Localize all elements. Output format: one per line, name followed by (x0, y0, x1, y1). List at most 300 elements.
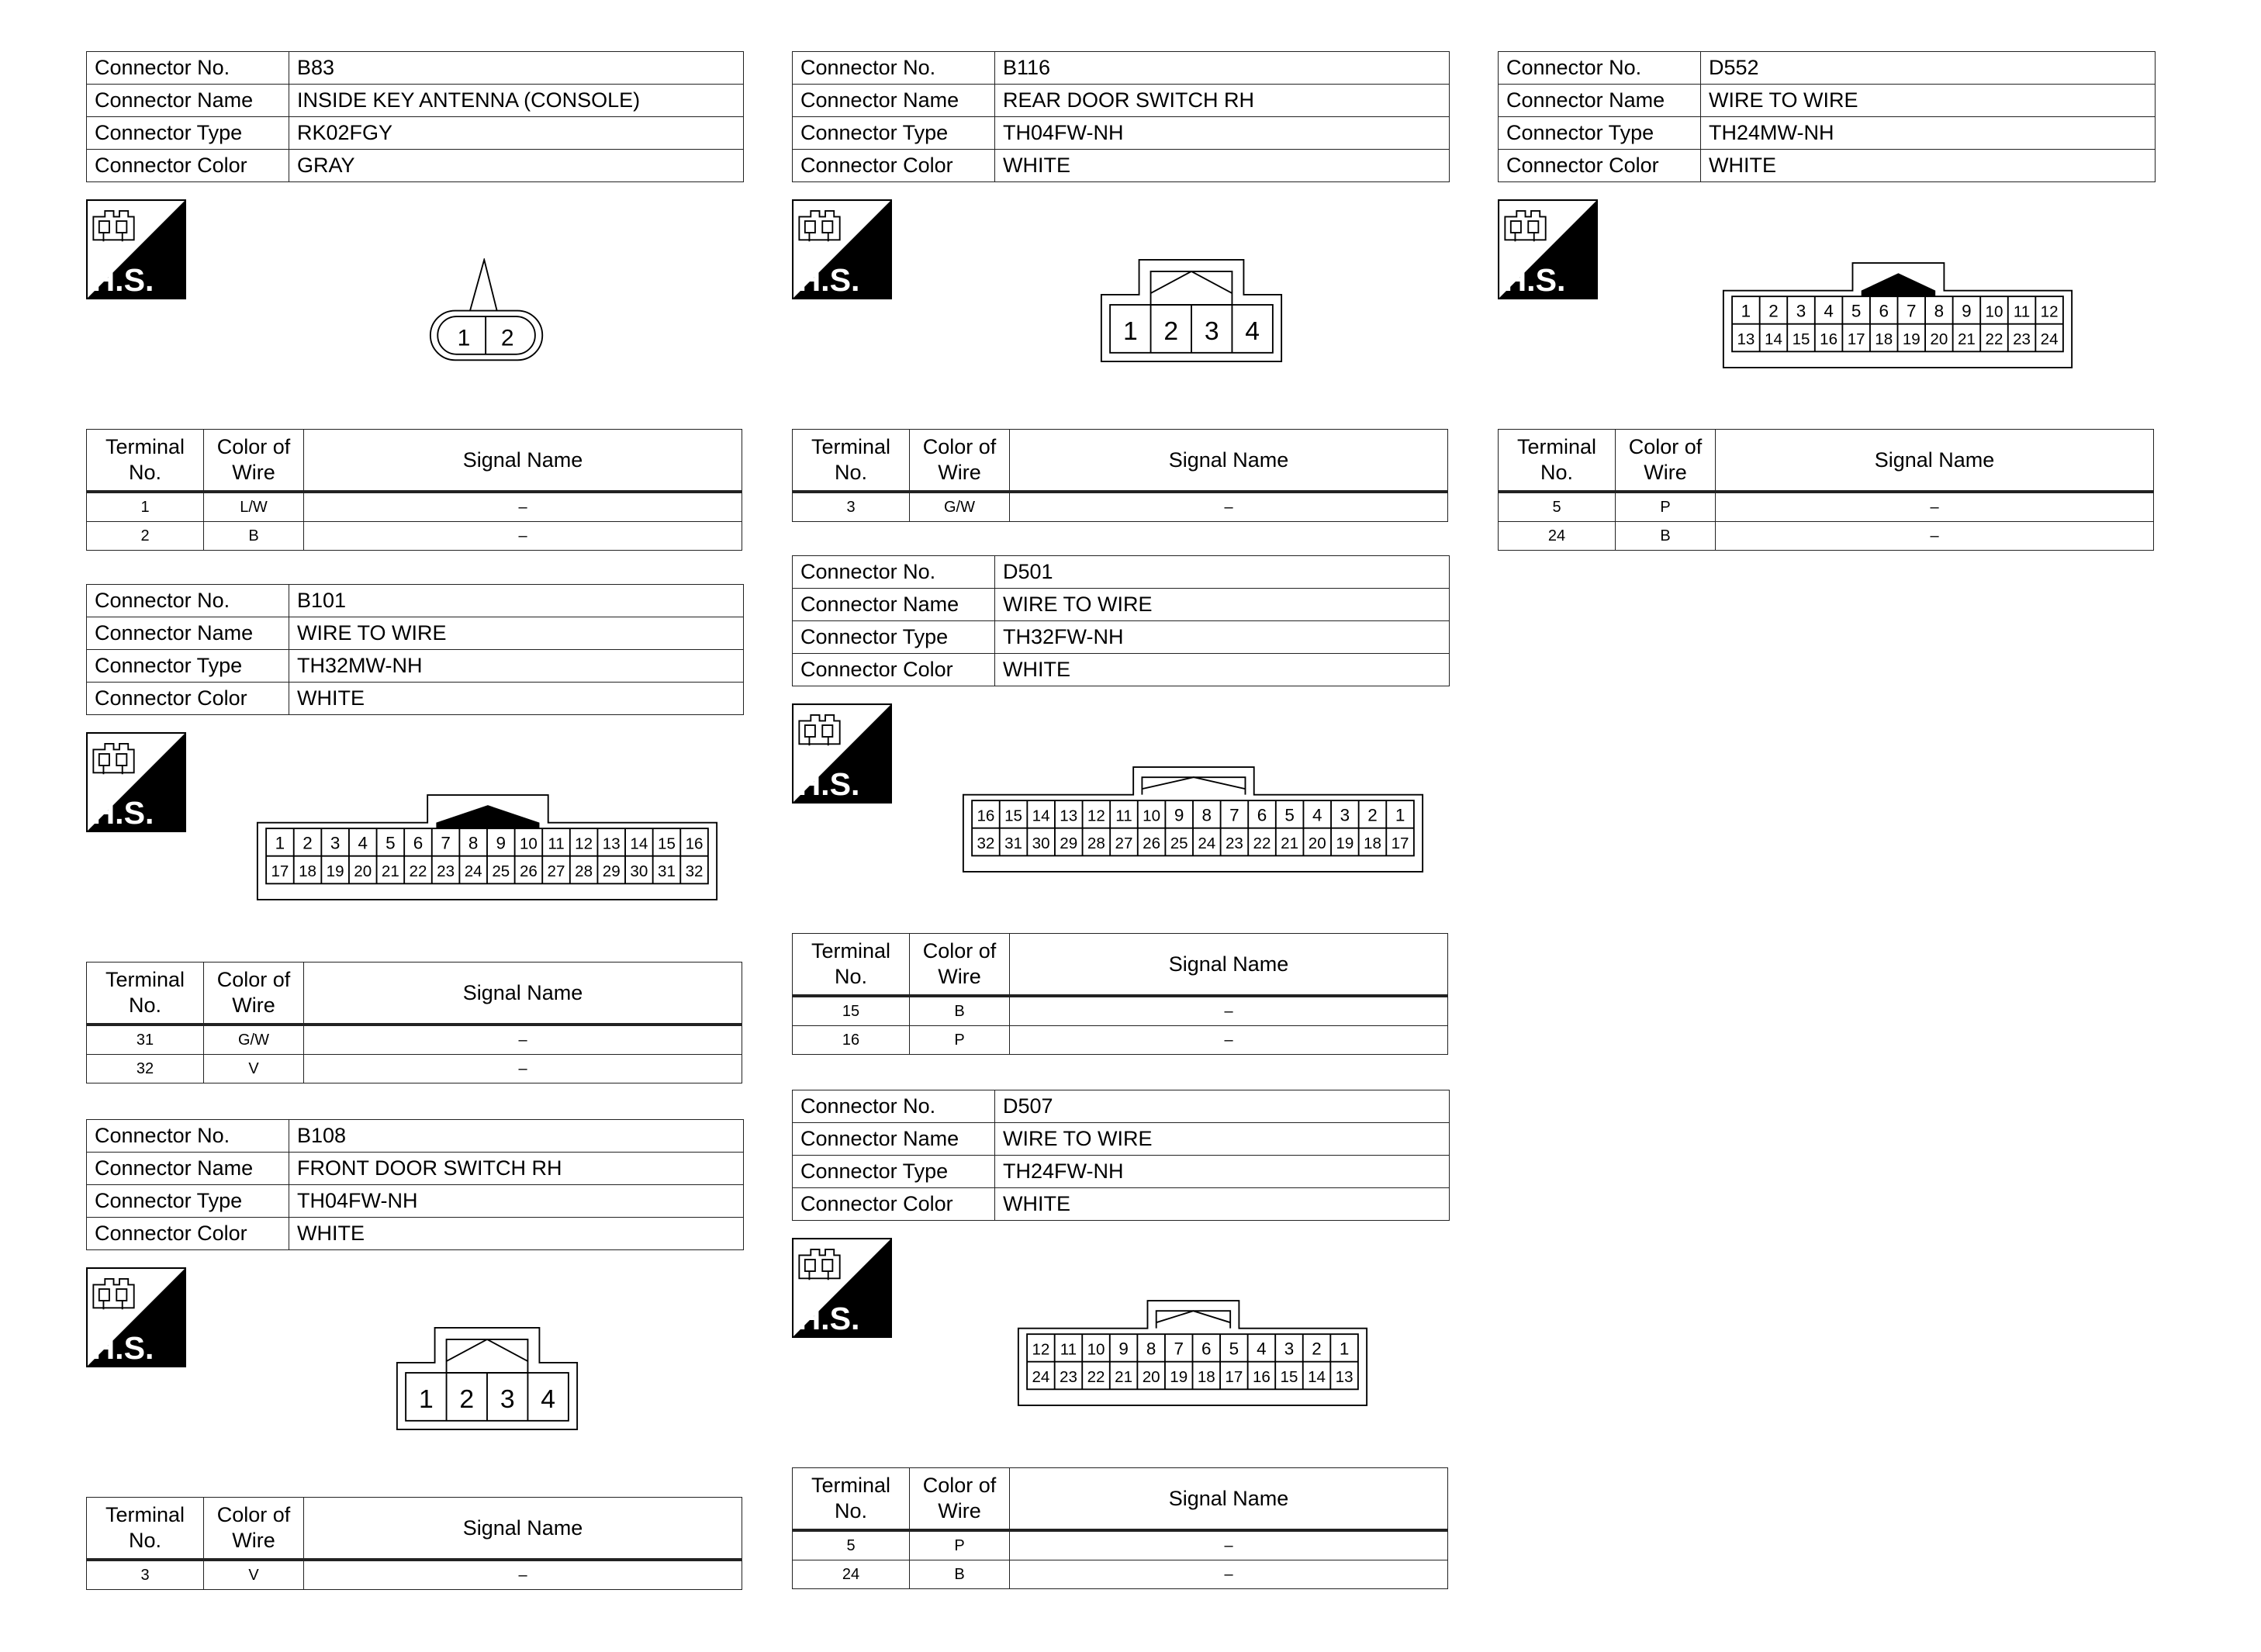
wire-color-cell: V (204, 1055, 304, 1083)
harness-side-icon (792, 1238, 892, 1338)
wire-color-header-line1: Color of (216, 968, 291, 991)
pin-number: 1 (418, 1384, 434, 1414)
pin-number: 2 (1312, 1339, 1322, 1359)
pin-number: 4 (541, 1384, 556, 1414)
wire-color-header-line2: Wire (938, 965, 981, 988)
harness-side-label: H.S. (92, 261, 154, 298)
terminal-no-cell: 32 (87, 1055, 204, 1083)
connector-color-row (793, 654, 1450, 686)
connector-type-row (87, 117, 744, 150)
pin-number: 1 (275, 833, 285, 853)
pin-number: 11 (548, 835, 565, 853)
pin-number: 5 (1851, 301, 1862, 321)
pin-number: 24 (1198, 834, 1216, 852)
signal-name-cell: – (304, 1560, 742, 1590)
connector-type-value: TH24MW-NH (1701, 117, 2156, 150)
terminal-row (793, 1026, 1448, 1055)
connector-type-value: TH04FW-NH (995, 117, 1450, 150)
pin-number: 8 (468, 833, 479, 853)
terminal-table (1498, 429, 2154, 551)
connector-info-table (86, 584, 744, 715)
pin-number: 16 (685, 835, 704, 853)
connector-name-value: WIRE TO WIRE (1701, 85, 2156, 117)
connector-type-label: Connector Type (87, 117, 289, 150)
wire-color-header-line2: Wire (938, 461, 981, 484)
terminal-header-row (1499, 430, 2154, 492)
connector-no-label: Connector No. (793, 1090, 995, 1123)
connector-color-label: Connector Color (87, 683, 289, 715)
wire-color-cell: B (910, 1560, 1010, 1589)
terminal-no-header-line2: No. (1540, 461, 1574, 484)
terminal-no-cell: 3 (793, 492, 910, 522)
terminal-no-header (87, 430, 204, 492)
connector-face-4pin (396, 1326, 579, 1431)
terminal-no-header-line1: Terminal (1516, 435, 1597, 458)
connector-name-value: INSIDE KEY ANTENNA (CONSOLE) (289, 85, 744, 117)
connector-type-row (87, 650, 744, 683)
harness-side-label: H.S. (92, 794, 154, 831)
connector-type-label: Connector Type (1499, 117, 1701, 150)
pin-number: 23 (2013, 330, 2031, 348)
connector-no-row (793, 556, 1450, 589)
terminal-no-cell: 15 (793, 996, 910, 1026)
harness-side-icon (792, 703, 892, 804)
terminal-no-header-line2: No. (834, 461, 868, 484)
pin-number: 25 (492, 862, 510, 880)
pin-number: 23 (437, 862, 455, 880)
wire-color-header (204, 963, 304, 1025)
connector-color-value: WHITE (995, 654, 1450, 686)
terminal-header-row (87, 430, 742, 492)
pin-number: 19 (1336, 834, 1354, 852)
connector-info-table (792, 555, 1450, 686)
wire-color-cell: B (910, 996, 1010, 1026)
wire-color-header-line2: Wire (232, 994, 275, 1017)
connector-color-value: GRAY (289, 150, 744, 182)
terminal-no-header (87, 963, 204, 1025)
pin-number: 4 (358, 833, 368, 853)
pin-number: 6 (1257, 805, 1267, 825)
terminal-table (86, 429, 742, 551)
terminal-no-cell: 31 (87, 1025, 204, 1055)
terminal-no-header-line1: Terminal (105, 968, 185, 991)
pin-number: 3 (1796, 301, 1806, 321)
pin-number: 6 (1879, 301, 1889, 321)
pin-number: 28 (1087, 834, 1105, 852)
wire-color-header-line1: Color of (216, 435, 291, 458)
connector-no-row (87, 585, 744, 617)
pin-number: 24 (464, 862, 482, 880)
harness-side-icon (86, 199, 186, 299)
harness-side-label: H.S. (92, 1329, 154, 1366)
connector-name-row (793, 85, 1450, 117)
pin-number: 20 (1930, 330, 1948, 348)
wire-color-cell: P (1616, 492, 1716, 522)
pin-number: 17 (1391, 834, 1409, 852)
connector-name-value: WIRE TO WIRE (995, 589, 1450, 621)
connector-type-label: Connector Type (87, 650, 289, 683)
connector-name-value: WIRE TO WIRE (289, 617, 744, 650)
wire-color-cell: L/W (204, 492, 304, 522)
connector-no-value: B101 (289, 585, 744, 617)
pin-number: 7 (1907, 301, 1917, 321)
signal-name-cell: – (1010, 996, 1448, 1026)
pin-number: 17 (1847, 330, 1865, 348)
pin-number: 1 (1395, 805, 1405, 825)
pin-number: 13 (1335, 1367, 1353, 1386)
pin-number: 21 (1957, 330, 1976, 348)
pin-number: 23 (1225, 834, 1243, 852)
pin-number: 4 (1257, 1339, 1267, 1359)
pin-number: 1 (1122, 316, 1138, 346)
wire-color-header-line2: Wire (232, 461, 275, 484)
connector-no-label: Connector No. (87, 1120, 289, 1153)
wire-color-cell: P (910, 1530, 1010, 1560)
pin-number: 19 (326, 862, 344, 880)
pin-number: 14 (1765, 330, 1782, 348)
terminal-header-row (793, 934, 1448, 997)
terminal-no-header-line2: No. (128, 1529, 162, 1552)
wire-color-cell: G/W (204, 1025, 304, 1055)
pin-number: 8 (1146, 1339, 1156, 1359)
harness-side-label: H.S. (797, 1300, 860, 1336)
pin-number: 24 (1032, 1367, 1050, 1386)
connector-name-label: Connector Name (87, 85, 289, 117)
harness-side-label: H.S. (797, 261, 860, 298)
connector-face-24pin (1722, 261, 2073, 369)
connector-info-table (792, 1090, 1450, 1221)
pin-number: 14 (1032, 807, 1050, 825)
pin-number: 10 (1985, 302, 2003, 321)
connector-color-row (793, 1188, 1450, 1221)
connector-no-label: Connector No. (87, 585, 289, 617)
terminal-row (793, 492, 1448, 522)
connector-name-value: REAR DOOR SWITCH RH (995, 85, 1450, 117)
terminal-no-header-line1: Terminal (105, 435, 185, 458)
pin-number: 1 (457, 325, 471, 351)
pin-number: 16 (1252, 1367, 1271, 1386)
terminal-table (86, 1497, 742, 1590)
pin-number: 28 (575, 862, 593, 880)
terminal-header-row (87, 963, 742, 1025)
pin-number: 26 (1143, 834, 1161, 852)
connector-color-value: WHITE (995, 150, 1450, 182)
connector-name-label: Connector Name (793, 1123, 995, 1156)
connector-type-row (1499, 117, 2156, 150)
wire-color-header (204, 1498, 304, 1560)
pin-number: 9 (496, 833, 506, 853)
signal-name-header: Signal Name (304, 1498, 742, 1560)
connector-color-row (87, 1218, 744, 1250)
connector-type-value: TH32MW-NH (289, 650, 744, 683)
terminal-no-header (793, 934, 910, 997)
pin-number: 15 (1280, 1367, 1298, 1386)
connector-color-row (1499, 150, 2156, 182)
pin-number: 20 (1142, 1367, 1160, 1386)
connector-info-table (86, 51, 744, 182)
pin-number: 24 (2040, 330, 2059, 348)
connector-no-label: Connector No. (793, 52, 995, 85)
connector-color-value: WHITE (289, 683, 744, 715)
pin-number: 2 (459, 1384, 475, 1414)
signal-name-header: Signal Name (1010, 430, 1448, 492)
terminal-row (87, 1560, 742, 1590)
wire-color-cell: B (204, 522, 304, 551)
pin-number: 7 (1229, 805, 1239, 825)
pin-number: 27 (1115, 834, 1133, 852)
pin-number: 27 (547, 862, 565, 880)
harness-side-icon (86, 1267, 186, 1367)
connector-no-value: B116 (995, 52, 1450, 85)
connector-no-row (793, 1090, 1450, 1123)
terminal-table (792, 933, 1448, 1055)
wire-color-header-line1: Color of (922, 939, 997, 963)
connector-color-label: Connector Color (1499, 150, 1701, 182)
wire-color-header (910, 934, 1010, 997)
pin-number: 3 (1204, 316, 1219, 346)
connector-name-label: Connector Name (87, 1153, 289, 1185)
terminal-row (793, 1530, 1448, 1560)
signal-name-cell: – (1010, 1560, 1448, 1589)
signal-name-cell: – (304, 1055, 742, 1083)
connector-color-row (87, 683, 744, 715)
connector-name-row (793, 589, 1450, 621)
connector-no-row (1499, 52, 2156, 85)
pin-number: 21 (1115, 1367, 1133, 1386)
terminal-no-header (1499, 430, 1616, 492)
connector-face-32pin (962, 766, 1424, 873)
connector-no-row (87, 1120, 744, 1153)
terminal-no-cell: 5 (793, 1530, 910, 1560)
pin-number: 22 (409, 862, 427, 880)
pin-number: 2 (1768, 301, 1779, 321)
pin-number: 15 (1792, 330, 1810, 348)
terminal-row (87, 492, 742, 522)
connector-type-label: Connector Type (793, 1156, 995, 1188)
connector-type-value: RK02FGY (289, 117, 744, 150)
terminal-no-cell: 1 (87, 492, 204, 522)
pin-number: 2 (500, 325, 514, 351)
pin-number: 4 (1312, 805, 1322, 825)
terminal-no-header-line1: Terminal (811, 939, 891, 963)
pin-number: 31 (657, 862, 676, 880)
terminal-no-header-line2: No. (834, 965, 868, 988)
connector-no-label: Connector No. (1499, 52, 1701, 85)
pin-number: 9 (1174, 805, 1184, 825)
terminal-header-row (793, 1468, 1448, 1531)
pin-number: 30 (1032, 834, 1050, 852)
pin-number: 21 (381, 862, 399, 880)
connector-no-value: B108 (289, 1120, 744, 1153)
connector-color-label: Connector Color (793, 150, 995, 182)
connector-type-label: Connector Type (793, 117, 995, 150)
pin-number: 13 (1737, 330, 1755, 348)
connector-color-value: WHITE (995, 1188, 1450, 1221)
terminal-no-cell: 2 (87, 522, 204, 551)
pin-number: 12 (1087, 807, 1105, 825)
signal-name-header: Signal Name (304, 963, 742, 1025)
signal-name-cell: – (304, 492, 742, 522)
harness-side-icon (1498, 199, 1598, 299)
wire-color-header-line2: Wire (1644, 461, 1687, 484)
connector-name-row (87, 617, 744, 650)
pin-number: 18 (1197, 1367, 1215, 1386)
wire-color-header (910, 430, 1010, 492)
pin-number: 6 (413, 833, 424, 853)
pin-number: 21 (1281, 834, 1299, 852)
harness-side-icon (86, 732, 186, 832)
pin-number: 19 (1902, 330, 1920, 348)
wire-color-header-line1: Color of (922, 1474, 997, 1497)
pin-number: 7 (1174, 1339, 1184, 1359)
connector-color-row (87, 150, 744, 182)
terminal-row (87, 522, 742, 551)
signal-name-cell: – (1010, 492, 1448, 522)
terminal-no-header (793, 430, 910, 492)
wire-color-cell: B (1616, 522, 1716, 551)
pin-number: 20 (1308, 834, 1326, 852)
wire-color-header-line1: Color of (1628, 435, 1703, 458)
terminal-row (87, 1055, 742, 1083)
wire-color-cell: V (204, 1560, 304, 1590)
harness-side-label: H.S. (1503, 261, 1566, 298)
connector-face-24pin (1017, 1299, 1368, 1407)
pin-number: 25 (1170, 834, 1188, 852)
connector-no-row (87, 52, 744, 85)
connector-name-label: Connector Name (793, 85, 995, 117)
terminal-no-header (87, 1498, 204, 1560)
connector-name-row (793, 1123, 1450, 1156)
connector-no-value: D552 (1701, 52, 2156, 85)
wire-color-header-line1: Color of (216, 1503, 291, 1526)
pin-number: 18 (299, 862, 317, 880)
signal-name-cell: – (1010, 1530, 1448, 1560)
pin-number: 1 (1741, 301, 1751, 321)
connector-name-label: Connector Name (1499, 85, 1701, 117)
wire-color-header-line2: Wire (232, 1529, 275, 1552)
connector-no-label: Connector No. (793, 556, 995, 589)
pin-number: 8 (1201, 805, 1212, 825)
pin-number: 29 (1060, 834, 1078, 852)
pin-number: 22 (1985, 330, 2003, 348)
wire-color-header-line2: Wire (938, 1499, 981, 1522)
connector-type-row (793, 1156, 1450, 1188)
pin-number: 16 (1820, 330, 1838, 348)
connector-type-row (87, 1185, 744, 1218)
pin-number: 5 (385, 833, 396, 853)
pin-number: 16 (977, 807, 995, 825)
terminal-row (793, 1560, 1448, 1589)
pin-number: 15 (657, 835, 676, 853)
connector-face-32pin (256, 793, 718, 901)
pin-number: 2 (1367, 805, 1378, 825)
connector-no-value: D507 (995, 1090, 1450, 1123)
signal-name-cell: – (1010, 1026, 1448, 1055)
harness-side-icon (792, 199, 892, 299)
pin-number: 3 (330, 833, 341, 853)
pin-number: 32 (977, 834, 995, 852)
pin-number: 4 (1245, 316, 1260, 346)
wire-color-cell: G/W (910, 492, 1010, 522)
pin-number: 9 (1962, 301, 1972, 321)
connector-name-label: Connector Name (87, 617, 289, 650)
pin-number: 2 (1163, 316, 1179, 346)
pin-number: 17 (1225, 1367, 1243, 1386)
terminal-row (793, 996, 1448, 1026)
wire-color-header (1616, 430, 1716, 492)
pin-number: 11 (1060, 1340, 1077, 1359)
pin-number: 31 (1004, 834, 1023, 852)
harness-side-label: H.S. (797, 766, 860, 802)
terminal-no-header-line1: Terminal (105, 1503, 185, 1526)
terminal-header-row (87, 1498, 742, 1560)
wire-color-header (910, 1468, 1010, 1531)
connector-type-value: TH04FW-NH (289, 1185, 744, 1218)
pin-number: 14 (630, 835, 648, 853)
terminal-row (1499, 492, 2154, 522)
pin-number: 13 (1060, 807, 1078, 825)
connector-no-value: B83 (289, 52, 744, 85)
pin-number: 17 (271, 862, 289, 880)
terminal-row (1499, 522, 2154, 551)
pin-number: 10 (519, 835, 538, 853)
pin-number: 14 (1308, 1367, 1326, 1386)
connector-type-label: Connector Type (87, 1185, 289, 1218)
connector-face-2pin (429, 258, 545, 363)
terminal-table (792, 429, 1448, 522)
terminal-no-cell: 5 (1499, 492, 1616, 522)
terminal-no-cell: 3 (87, 1560, 204, 1590)
connector-type-label: Connector Type (793, 621, 995, 654)
connector-info-table (1498, 51, 2156, 182)
connector-type-value: TH32FW-NH (995, 621, 1450, 654)
terminal-no-header-line2: No. (834, 1499, 868, 1522)
connector-type-row (793, 117, 1450, 150)
signal-name-cell: – (304, 522, 742, 551)
connector-color-label: Connector Color (793, 654, 995, 686)
terminal-no-header (793, 1468, 910, 1531)
pin-number: 32 (685, 862, 704, 880)
signal-name-header: Signal Name (1010, 934, 1448, 997)
connector-name-value: WIRE TO WIRE (995, 1123, 1450, 1156)
pin-number: 3 (500, 1384, 515, 1414)
terminal-table (792, 1467, 1448, 1589)
pin-number: 5 (1229, 1339, 1239, 1359)
wire-color-header (204, 430, 304, 492)
connector-no-label: Connector No. (87, 52, 289, 85)
pin-number: 18 (1363, 834, 1381, 852)
pin-number: 3 (1284, 1339, 1295, 1359)
connector-type-row (793, 621, 1450, 654)
pin-number: 15 (1004, 807, 1023, 825)
wire-color-header-line1: Color of (922, 435, 997, 458)
connector-name-row (87, 85, 744, 117)
pin-number: 18 (1875, 330, 1893, 348)
terminal-no-header-line1: Terminal (811, 435, 891, 458)
pin-number: 10 (1087, 1340, 1105, 1359)
pin-number: 3 (1340, 805, 1350, 825)
signal-name-header: Signal Name (1716, 430, 2154, 492)
connector-no-row (793, 52, 1450, 85)
pin-number: 2 (303, 833, 313, 853)
pin-number: 23 (1060, 1367, 1077, 1386)
pin-number: 26 (519, 862, 538, 880)
connector-color-label: Connector Color (793, 1188, 995, 1221)
terminal-no-header-line2: No. (128, 461, 162, 484)
pin-number: 30 (630, 862, 648, 880)
signal-name-cell: – (304, 1025, 742, 1055)
pin-number: 11 (2013, 302, 2031, 321)
